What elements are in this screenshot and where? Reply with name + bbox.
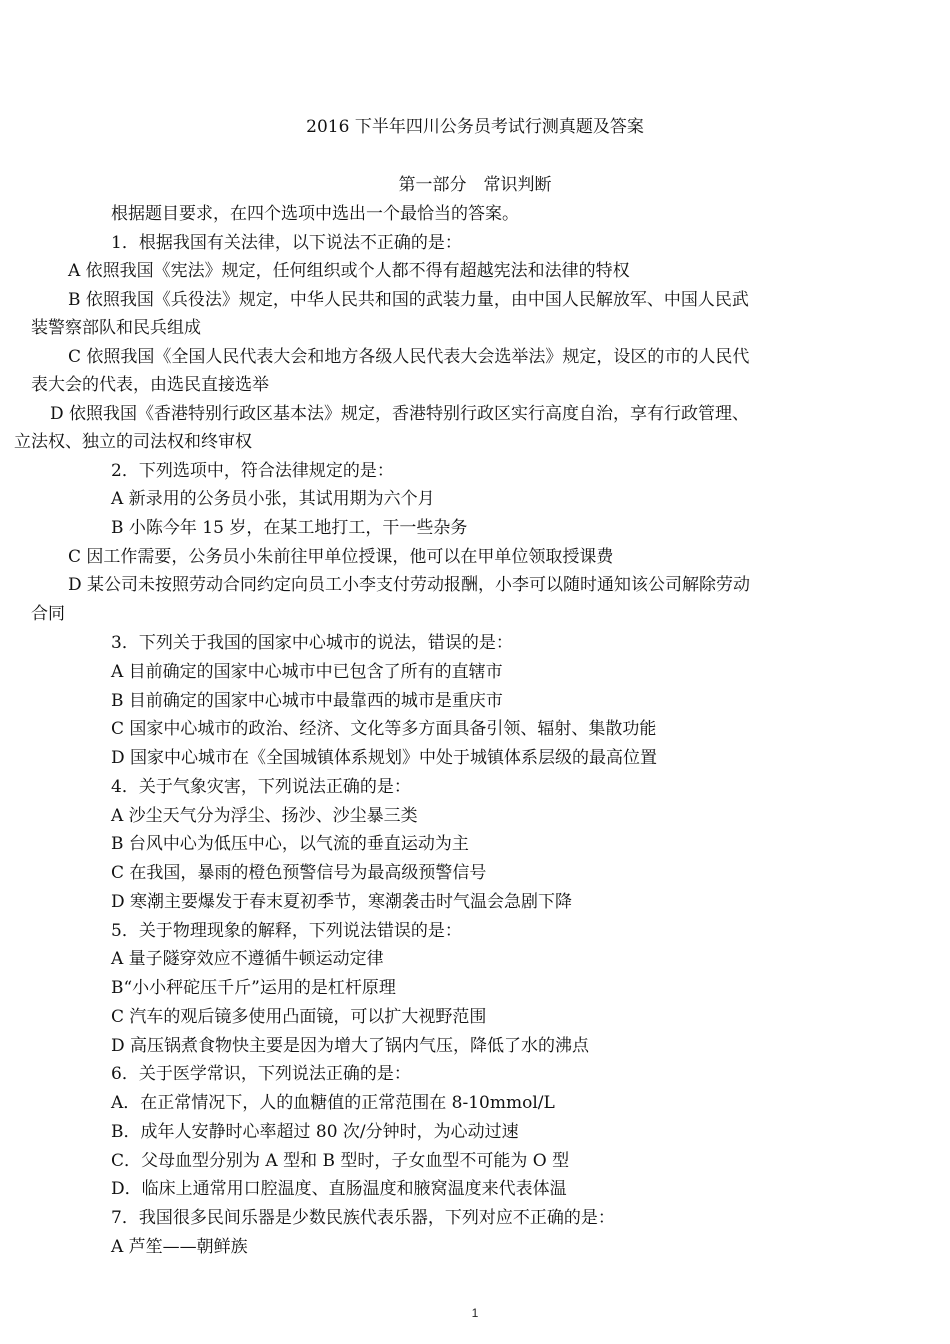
q6-option-c: C．父母血型分别为 A 型和 B 型时，子女血型不可能为 O 型: [111, 1151, 570, 1171]
q5-option-d: D 高压锅煮食物快主要是因为增大了锅内气压，降低了水的沸点: [111, 1036, 590, 1056]
q3-option-d: D 国家中心城市在《全国城镇体系规划》中处于城镇体系层级的最高位置: [111, 748, 658, 768]
q1-option-a: A 依照我国《宪法》规定，任何组织或个人都不得有超越宪法和法律的特权: [68, 261, 630, 281]
q5-option-a: A 量子隧穿效应不遵循牛顿运动定律: [111, 949, 384, 969]
document-title: 2016 下半年四川公务员考试行测真题及答案: [306, 117, 644, 137]
q2-option-d-continued: 合同: [31, 604, 65, 624]
question-2-stem: 2．下列选项中，符合法律规定的是：: [111, 461, 394, 481]
question-5-stem: 5．关于物理现象的解释，下列说法错误的是：: [111, 921, 462, 941]
q1-option-d: D 依照我国《香港特别行政区基本法》规定，香港特别行政区实行高度自治，享有行政管理、: [50, 404, 750, 424]
q1-option-c: C 依照我国《全国人民代表大会和地方各级人民代表大会选举法》规定，设区的市的人民代: [68, 347, 750, 367]
section-title: 第一部分 常识判断: [398, 175, 552, 195]
page-number: 1: [471, 1306, 479, 1320]
q1-option-d-continued: 立法权、独立的司法权和终审权: [14, 432, 252, 452]
q1-option-c-continued: 表大会的代表，由选民直接选举: [31, 375, 269, 395]
q4-option-b: B 台风中心为低压中心，以气流的垂直运动为主: [111, 834, 469, 854]
question-6-stem: 6．关于医学常识，下列说法正确的是：: [111, 1064, 411, 1084]
q6-option-a: A．在正常情况下，人的血糖值的正常范围在 8-10mmol/L: [111, 1093, 555, 1113]
q4-option-d: D 寒潮主要爆发于春末夏初季节，寒潮袭击时气温会急剧下降: [111, 892, 573, 912]
question-7-stem: 7．我国很多民间乐器是少数民族代表乐器，下列对应不正确的是：: [111, 1208, 615, 1228]
q1-option-b-continued: 装警察部队和民兵组成: [31, 318, 201, 338]
question-4-stem: 4．关于气象灾害，下列说法正确的是：: [111, 777, 411, 797]
q2-option-d: D 某公司未按照劳动合同约定向员工小李支付劳动报酬，小李可以随时通知该公司解除劳动: [68, 575, 751, 595]
q2-option-a: A 新录用的公务员小张，其试用期为六个月: [111, 489, 435, 509]
q5-option-b: B“小小秤砣压千斤”运用的是杠杆原理: [111, 978, 396, 998]
q3-option-c: C 国家中心城市的政治、经济、文化等多方面具备引领、辐射、集散功能: [111, 719, 657, 739]
question-3-stem: 3．下列关于我国的国家中心城市的说法，错误的是：: [111, 633, 513, 653]
q6-option-b: B．成年人安静时心率超过 80 次/分钟时，为心动过速: [111, 1122, 519, 1142]
instruction-text: 根据题目要求，在四个选项中选出一个最恰当的答案。: [111, 204, 519, 224]
q3-option-b: B 目前确定的国家中心城市中最靠西的城市是重庆市: [111, 691, 503, 711]
q7-option-a: A 芦笙——朝鲜族: [111, 1237, 248, 1257]
q4-option-a: A 沙尘天气分为浮尘、扬沙、沙尘暴三类: [111, 806, 418, 826]
q3-option-a: A 目前确定的国家中心城市中已包含了所有的直辖市: [111, 662, 503, 682]
q1-option-b: B 依照我国《兵役法》规定，中华人民共和国的武装力量，由中国人民解放军、中国人民武: [68, 290, 749, 310]
q4-option-c: C 在我国，暴雨的橙色预警信号为最高级预警信号: [111, 863, 487, 883]
q2-option-c: C 因工作需要，公务员小朱前往甲单位授课，他可以在甲单位领取授课费: [68, 547, 614, 567]
q2-option-b: B 小陈今年 15 岁，在某工地打工，干一些杂务: [111, 518, 468, 538]
question-1-stem: 1．根据我国有关法律，以下说法不正确的是：: [111, 233, 462, 253]
q5-option-c: C 汽车的观后镜多使用凸面镜，可以扩大视野范围: [111, 1007, 487, 1027]
q6-option-d: D．临床上通常用口腔温度、直肠温度和腋窝温度来代表体温: [111, 1179, 567, 1199]
